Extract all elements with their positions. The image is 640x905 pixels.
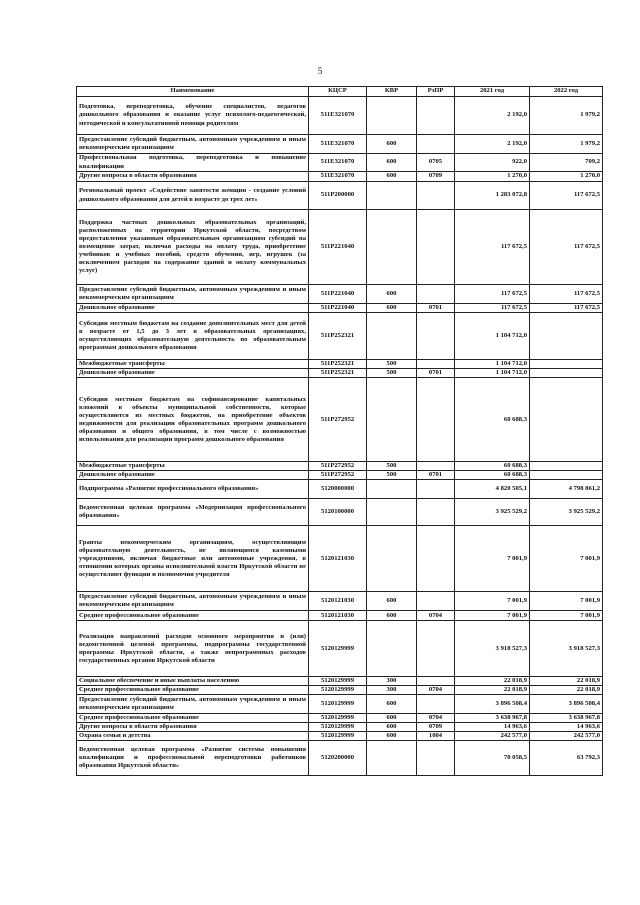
row-name-cell: Поддержка частных дошкольных образовательных организаций, расположенных на территории Иркутской области, посредством предоставления указанным образовательным организациям субсидий на возмещение затрат, включая расходы на оплату труда, приобретение учебников и учебных пособий, средств обучения, игр, игрушек (за исключением расходов на содержание зданий и оплату коммунальных услуг) (77, 210, 309, 285)
row-kvr-cell: 600 (367, 592, 417, 611)
table-row (77, 621, 603, 677)
table-row (77, 313, 603, 360)
row-rzpr-cell: 0709 (417, 723, 455, 732)
header-year-2021: 2021 год (455, 87, 530, 97)
row-kvr-cell (367, 210, 417, 285)
table-row (77, 686, 603, 695)
row-name-cell: Среднее профессиональное образование (77, 714, 309, 723)
row-name-cell: Межбюджетные трансферты (77, 360, 309, 369)
row-amount-2021-cell: 1 283 072,8 (455, 182, 530, 210)
row-amount-2021-cell: 3 896 508,4 (455, 695, 530, 714)
row-kvr-cell (367, 97, 417, 135)
row-amount-2021-cell: 2 192,0 (455, 97, 530, 135)
row-amount-2021-cell: 922,0 (455, 154, 530, 172)
table-row (77, 471, 603, 480)
row-name-cell: Реализация направлений расходов основного мероприятия и (или) ведомственной целевой программы, подпрограммы государственной программы Иркутской области, а также непрограммных расходов государственных органов Иркутской области (77, 621, 309, 677)
row-amount-2021-cell: 4 820 505,1 (455, 480, 530, 499)
row-amount-2022-cell: 22 018,9 (530, 686, 603, 695)
row-kcsr-cell: 511Р272952 (309, 378, 367, 462)
row-amount-2022-cell (530, 378, 603, 462)
row-kvr-cell (367, 741, 417, 776)
row-amount-2022-cell (530, 471, 603, 480)
row-amount-2021-cell: 3 918 527,3 (455, 621, 530, 677)
row-name-cell: Социальное обеспечение и иные выплаты населению (77, 677, 309, 686)
row-kcsr-cell: 5120121030 (309, 611, 367, 621)
row-amount-2021-cell: 60 688,3 (455, 378, 530, 462)
table-row (77, 611, 603, 621)
table-row (77, 714, 603, 723)
row-kvr-cell: 600 (367, 611, 417, 621)
row-amount-2021-cell: 117 672,5 (455, 304, 530, 313)
row-rzpr-cell: 0705 (417, 154, 455, 172)
table-row (77, 592, 603, 611)
row-rzpr-cell (417, 741, 455, 776)
row-kvr-cell: 500 (367, 471, 417, 480)
row-name-cell: Субсидии местным бюджетам на создание дополнительных мест для детей в возрасте от 1,5 до 3 лет в образовательных организациях, осуществляющих образовательную деятельность по образовательным программам дошкольного образования (77, 313, 309, 360)
row-amount-2021-cell: 2 192,0 (455, 135, 530, 154)
table-row (77, 285, 603, 304)
row-amount-2022-cell: 7 001,9 (530, 611, 603, 621)
row-kcsr-cell: 511Р252321 (309, 369, 367, 378)
row-kvr-cell: 600 (367, 723, 417, 732)
row-rzpr-cell (417, 526, 455, 592)
table-row (77, 732, 603, 741)
row-kvr-cell: 600 (367, 304, 417, 313)
row-kvr-cell: 600 (367, 135, 417, 154)
row-kcsr-cell: 511Е321070 (309, 97, 367, 135)
header-year-2022: 2022 год (530, 87, 603, 97)
row-name-cell: Предоставление субсидий бюджетным, автономным учреждениям и иным некоммерческим организациям (77, 285, 309, 304)
row-kvr-cell (367, 182, 417, 210)
row-rzpr-cell: 0701 (417, 471, 455, 480)
table-body (77, 97, 603, 776)
row-rzpr-cell (417, 499, 455, 526)
row-name-cell: Другие вопросы в области образования (77, 172, 309, 182)
row-kcsr-cell: 5120129999 (309, 732, 367, 741)
row-kcsr-cell: 5120121030 (309, 526, 367, 592)
row-kcsr-cell: 5120129999 (309, 686, 367, 695)
table-row (77, 499, 603, 526)
table-row (77, 741, 603, 776)
row-name-cell: Дошкольное образование (77, 369, 309, 378)
header-kcsr: КЦСР (309, 87, 367, 97)
row-kvr-cell: 600 (367, 714, 417, 723)
table-row (77, 97, 603, 135)
table-row (77, 369, 603, 378)
row-amount-2022-cell: 117 672,5 (530, 182, 603, 210)
header-kvr: КВР (367, 87, 417, 97)
row-name-cell: Предоставление субсидий бюджетным, автономным учреждениям и иным некоммерческим организациям (77, 695, 309, 714)
row-rzpr-cell (417, 621, 455, 677)
row-amount-2022-cell: 4 798 861,2 (530, 480, 603, 499)
row-kvr-cell: 600 (367, 154, 417, 172)
table-row (77, 172, 603, 182)
row-kcsr-cell: 511Р272952 (309, 462, 367, 471)
row-kcsr-cell: 511Е321070 (309, 135, 367, 154)
row-rzpr-cell (417, 480, 455, 499)
row-rzpr-cell (417, 695, 455, 714)
row-rzpr-cell (417, 462, 455, 471)
row-rzpr-cell: 0704 (417, 611, 455, 621)
row-name-cell: Подпрограмма «Развитие профессионального образования» (77, 480, 309, 499)
row-amount-2021-cell: 22 018,9 (455, 677, 530, 686)
row-amount-2021-cell: 7 001,9 (455, 526, 530, 592)
row-rzpr-cell: 0709 (417, 172, 455, 182)
row-kvr-cell: 600 (367, 732, 417, 741)
row-name-cell: Среднее профессиональное образование (77, 611, 309, 621)
row-rzpr-cell (417, 182, 455, 210)
table-row (77, 304, 603, 313)
row-amount-2021-cell: 3 638 967,8 (455, 714, 530, 723)
table-row (77, 360, 603, 369)
row-amount-2022-cell: 1 270,0 (530, 172, 603, 182)
row-amount-2021-cell: 60 688,3 (455, 462, 530, 471)
row-name-cell: Предоставление субсидий бюджетным, автономным учреждениям и иным некоммерческим организациям (77, 135, 309, 154)
row-name-cell: Ведомственная целевая программа «Развитие системы повышения квалификации и профессиональной переподготовки работников образования Иркутской области» (77, 741, 309, 776)
row-name-cell: Субсидии местным бюджетам на софинансирование капитальных вложений в объекты муниципальной собственности, которые осуществляются из местных бюджетов, на приобретение объектов недвижимости для реализации образовательных программ дошкольного образования и общего образования, в том числе с возможностью использования для реализации программ дошкольного образования (77, 378, 309, 462)
row-kcsr-cell: 5120129999 (309, 621, 367, 677)
row-name-cell: Дошкольное образование (77, 304, 309, 313)
row-kvr-cell (367, 480, 417, 499)
row-rzpr-cell: 0704 (417, 686, 455, 695)
row-name-cell: Другие вопросы в области образования (77, 723, 309, 732)
row-rzpr-cell (417, 135, 455, 154)
row-rzpr-cell (417, 285, 455, 304)
row-amount-2022-cell: 117 672,5 (530, 210, 603, 285)
table-row (77, 378, 603, 462)
row-amount-2022-cell: 3 638 967,8 (530, 714, 603, 723)
row-amount-2022-cell (530, 462, 603, 471)
row-amount-2021-cell: 242 577,0 (455, 732, 530, 741)
row-name-cell: Ведомственная целевая программа «Модернизация профессионального образования» (77, 499, 309, 526)
row-amount-2022-cell: 3 918 527,3 (530, 621, 603, 677)
row-kvr-cell: 300 (367, 686, 417, 695)
row-rzpr-cell (417, 97, 455, 135)
row-rzpr-cell: 0701 (417, 369, 455, 378)
row-name-cell: Подготовка, переподготовка, обучение специалистов, педагогов дошкольного образования и оказание услуг психолого-педагогической, методической и консультативной помощи родителям (77, 97, 309, 135)
row-amount-2022-cell (530, 313, 603, 360)
row-kvr-cell: 300 (367, 677, 417, 686)
row-kcsr-cell: 5120129999 (309, 695, 367, 714)
row-kcsr-cell: 511Р272952 (309, 471, 367, 480)
row-kcsr-cell: 5120129999 (309, 714, 367, 723)
row-kvr-cell: 600 (367, 695, 417, 714)
row-amount-2022-cell: 14 963,6 (530, 723, 603, 732)
table-row (77, 480, 603, 499)
row-name-cell: Дошкольное образование (77, 471, 309, 480)
budget-table (76, 86, 603, 776)
row-kvr-cell: 600 (367, 172, 417, 182)
header-name: Наименование (77, 87, 309, 97)
row-amount-2022-cell: 117 672,5 (530, 304, 603, 313)
row-amount-2021-cell: 7 001,9 (455, 611, 530, 621)
table-row (77, 526, 603, 592)
table-row (77, 182, 603, 210)
row-rzpr-cell: 0701 (417, 304, 455, 313)
row-kcsr-cell: 511Р221040 (309, 285, 367, 304)
row-amount-2021-cell: 1 270,0 (455, 172, 530, 182)
row-kcsr-cell: 511Е321070 (309, 172, 367, 182)
row-rzpr-cell: 0704 (417, 714, 455, 723)
row-kvr-cell: 500 (367, 360, 417, 369)
page-number: 5 (317, 66, 323, 76)
row-name-cell: Региональный проект «Содействие занятости женщин - создание условий дошкольного образования для детей в возрасте до трех лет» (77, 182, 309, 210)
table-row (77, 154, 603, 172)
row-amount-2022-cell: 63 792,3 (530, 741, 603, 776)
row-kcsr-cell: 511Р200000 (309, 182, 367, 210)
row-amount-2022-cell: 1 979,2 (530, 97, 603, 135)
table-row (77, 135, 603, 154)
row-kcsr-cell: 5120129999 (309, 723, 367, 732)
row-kcsr-cell: 5120100000 (309, 499, 367, 526)
row-kcsr-cell: 511Р252321 (309, 313, 367, 360)
row-rzpr-cell (417, 210, 455, 285)
row-amount-2021-cell: 70 058,5 (455, 741, 530, 776)
row-amount-2021-cell: 117 672,5 (455, 285, 530, 304)
row-kcsr-cell: 511Р221040 (309, 304, 367, 313)
table-row (77, 723, 603, 732)
row-amount-2022-cell: 7 001,9 (530, 592, 603, 611)
table-row (77, 695, 603, 714)
row-amount-2021-cell: 1 104 712,0 (455, 369, 530, 378)
row-name-cell: Межбюджетные трансферты (77, 462, 309, 471)
table-row (77, 210, 603, 285)
row-amount-2022-cell: 3 925 529,2 (530, 499, 603, 526)
row-rzpr-cell: 1004 (417, 732, 455, 741)
row-kcsr-cell: 511Р252321 (309, 360, 367, 369)
row-amount-2022-cell: 22 018,9 (530, 677, 603, 686)
row-name-cell: Профессиональная подготовка, переподготовка и повышение квалификации (77, 154, 309, 172)
row-kcsr-cell: 511Р221040 (309, 210, 367, 285)
row-kvr-cell (367, 621, 417, 677)
row-amount-2021-cell: 22 018,9 (455, 686, 530, 695)
row-amount-2021-cell: 60 688,3 (455, 471, 530, 480)
row-amount-2022-cell: 117 672,5 (530, 285, 603, 304)
row-amount-2022-cell (530, 360, 603, 369)
row-kcsr-cell: 511Е321070 (309, 154, 367, 172)
row-name-cell: Гранты некоммерческим организациям, осуществляющим образовательную деятельность, не являющимся казенными учреждениями, включая бюджетные или автономные учреждения, в отношении которых органы исполнительной власти Иркутской области не осуществляют функции и полномочия учредителя (77, 526, 309, 592)
row-amount-2022-cell: 3 896 508,4 (530, 695, 603, 714)
row-kvr-cell (367, 526, 417, 592)
row-amount-2021-cell: 3 925 529,2 (455, 499, 530, 526)
row-amount-2022-cell: 709,2 (530, 154, 603, 172)
row-amount-2022-cell: 242 577,0 (530, 732, 603, 741)
table-row (77, 677, 603, 686)
row-rzpr-cell (417, 677, 455, 686)
row-kvr-cell (367, 378, 417, 462)
row-amount-2021-cell: 14 963,6 (455, 723, 530, 732)
table-header-row (77, 87, 603, 97)
row-amount-2022-cell: 1 979,2 (530, 135, 603, 154)
row-kcsr-cell: 5120000000 (309, 480, 367, 499)
row-kcsr-cell: 5120129999 (309, 677, 367, 686)
row-rzpr-cell (417, 378, 455, 462)
row-kvr-cell: 500 (367, 369, 417, 378)
row-kvr-cell (367, 499, 417, 526)
row-rzpr-cell (417, 313, 455, 360)
row-rzpr-cell (417, 592, 455, 611)
row-amount-2022-cell (530, 369, 603, 378)
row-amount-2021-cell: 117 672,5 (455, 210, 530, 285)
row-kvr-cell (367, 313, 417, 360)
row-kvr-cell: 500 (367, 462, 417, 471)
row-amount-2022-cell: 7 001,9 (530, 526, 603, 592)
header-rzpr: РзПР (417, 87, 455, 97)
row-name-cell: Предоставление субсидий бюджетным, автономным учреждениям и иным некоммерческим организациям (77, 592, 309, 611)
table-row (77, 462, 603, 471)
row-name-cell: Среднее профессиональное образование (77, 686, 309, 695)
row-name-cell: Охрана семьи и детства (77, 732, 309, 741)
row-amount-2021-cell: 1 104 712,0 (455, 360, 530, 369)
row-rzpr-cell (417, 360, 455, 369)
row-kvr-cell: 600 (367, 285, 417, 304)
row-kcsr-cell: 5120200000 (309, 741, 367, 776)
row-kcsr-cell: 5120121030 (309, 592, 367, 611)
row-amount-2021-cell: 7 001,9 (455, 592, 530, 611)
row-amount-2021-cell: 1 104 712,0 (455, 313, 530, 360)
